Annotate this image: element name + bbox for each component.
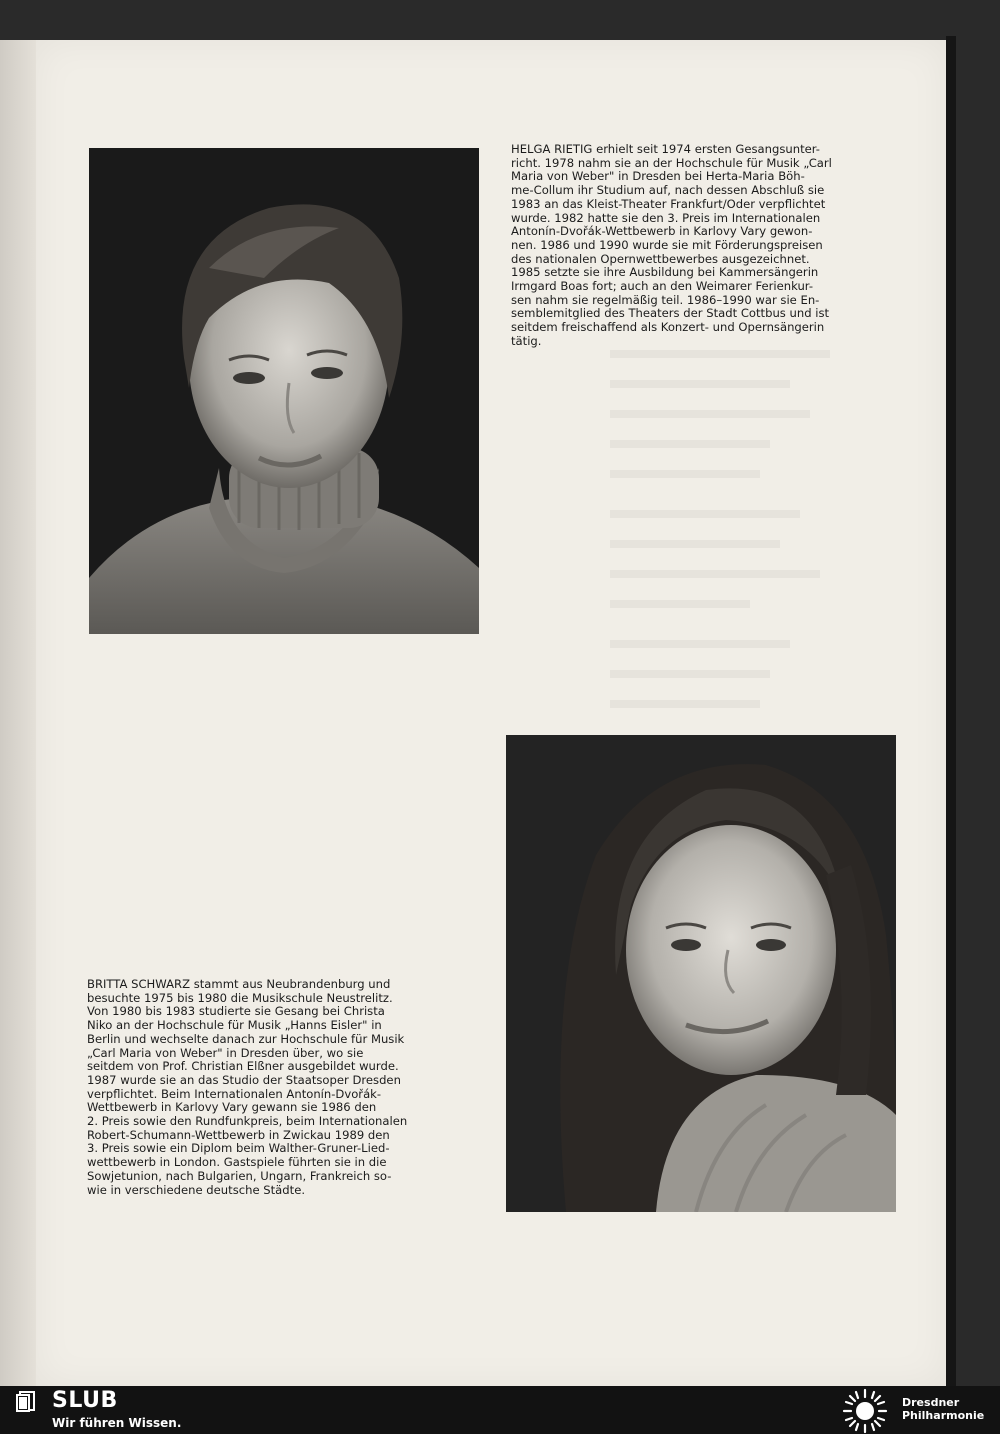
portrait-photo-helga-rietig [89, 148, 479, 634]
partner-name-line2: Philharmonie [902, 1409, 985, 1422]
partner-name-line1: Dresdner [902, 1396, 960, 1409]
library-tagline: Wir führen Wissen. [52, 1416, 182, 1430]
page-edge-left [0, 40, 36, 1386]
page-edge-right [946, 36, 956, 1386]
library-name[interactable]: SLUB [52, 1388, 118, 1413]
portrait-illustration [89, 148, 479, 634]
bleed-through-texture [610, 340, 910, 767]
artist-bio-britta-schwarz: BRITTA SCHWARZ stammt aus Neubrandenburg und besuchte 1975 bis 1980 die Musikschule Neustrelitz. Von 1980 bis 1983 studierte sie Gesang bei Christa Niko an der Hochschule für Musik „Hanns Eisler" in Berlin und wechselte danach zur Hochschule für Musik „Carl Maria von Weber" in Dresden über, wo sie seitdem von Prof. Christian Elßner ausgebildet wurde. 1987 wurde sie an das Studio der Staatsoper Dresden verpflichtet. Beim Internationalen Antonín-Dvořák- Wettbewerb in Karlovy Vary gewann sie 1986 den 2. Preis sowie den Rundfunkpreis, beim Internationalen Robert-Schumann-Wettbewerb in Zwickau 1989 den 3. Preis sowie ein Diplom beim Walther-Gruner-Lied- wettbewerb in London. Gastspiele führten sie in die Sowjetunion, nach Bulgarien, Ungarn, Frankreich so- wie in verschiedene deutsche Städte. [87, 977, 408, 1197]
portrait-illustration [506, 735, 896, 1212]
artist-bio-helga-rietig: HELGA RIETIG erhielt seit 1974 ersten Gesangsunter- richt. 1978 nahm sie an der Hochschule für Musik „Carl Maria von Weber" in Dresden bei Herta-Maria Böh- me-Collum ihr Studium auf, nach dessen Abschluß sie 1983 an das Kleist-Theater Frankfurt/Oder verpflichtet wurde. 1982 hatte sie den 3. Preis im Internationalen Antonín-Dvořák-Wettbewerb in Karlovy Vary gewon- nen. 1986 und 1990 wurde sie mit Förderungspreisen des nationalen Opernwettbewerbes ausgezeichnet. 1985 setzte sie ihre Ausbildung bei Kammersängerin Irmgard Boas fort; auch an den Weimarer Ferienkur- sen nahm sie regelmäßig teil. 1986–1990 war sie En- semblemitglied des Theaters der Stadt Cottbus und ist seitdem freischaffend als Konzert- und Opernsängerin tätig. [511, 142, 832, 348]
portrait-photo-britta-schwarz [506, 735, 896, 1212]
partner-name[interactable] [902, 1396, 984, 1422]
philharmonie-sunburst-icon[interactable] [842, 1388, 888, 1434]
slub-book-icon[interactable] [14, 1391, 38, 1415]
